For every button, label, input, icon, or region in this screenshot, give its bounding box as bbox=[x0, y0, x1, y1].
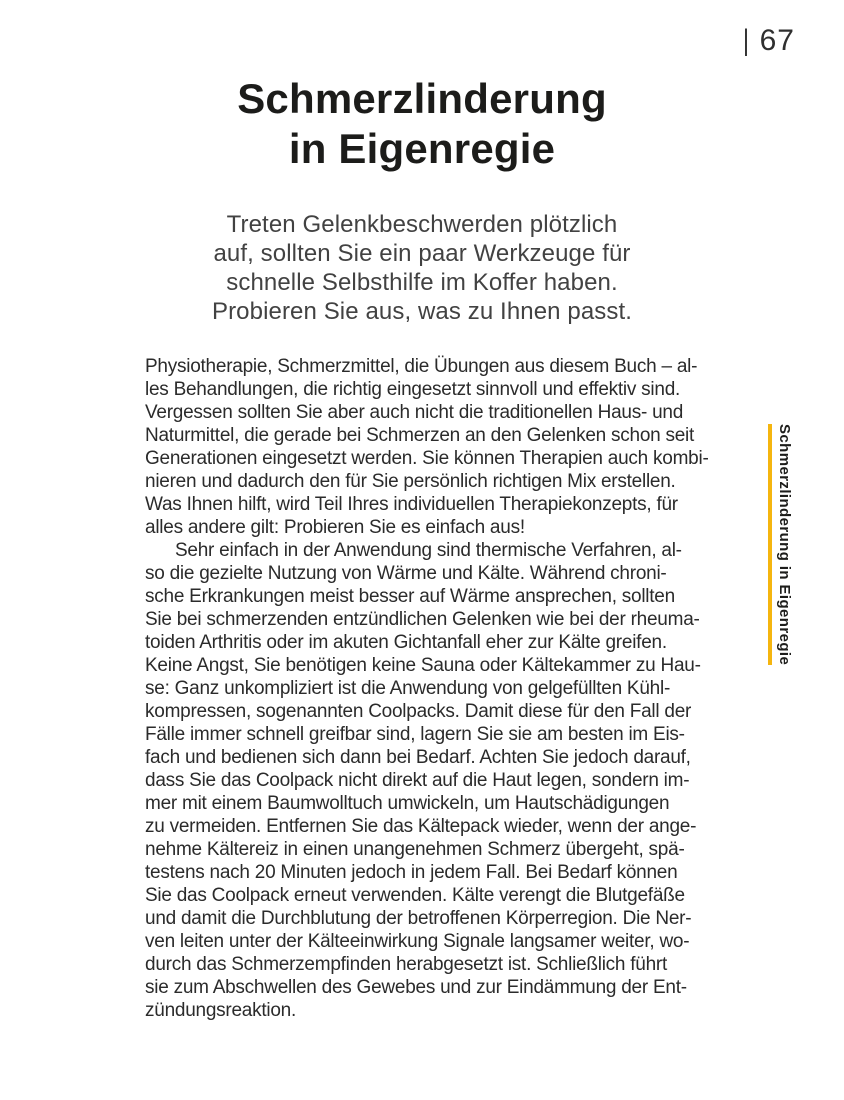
body-line: Naturmittel, die gerade bei Schmerzen an den Gelenken schon seit bbox=[145, 425, 695, 446]
body-line: ven leiten unter der Kälteeinwirkung Signale langsamer weiter, wo- bbox=[145, 931, 690, 952]
body-line: kompressen, sogenannten Coolpacks. Damit diese für den Fall der bbox=[145, 701, 692, 722]
body-line: Sie bei schmerzenden entzündlichen Gelenken wie bei der rheuma- bbox=[145, 609, 700, 630]
body-line: Generationen eingesetzt werden. Sie können Therapien auch kombi- bbox=[145, 448, 709, 469]
body-line: Was Ihnen hilft, wird Teil Ihres individuellen Therapiekonzepts, für bbox=[145, 494, 678, 515]
body-line: zündungsreaktion. bbox=[145, 1000, 297, 1021]
body-text bbox=[145, 355, 730, 1022]
chapter-title-line: in Eigenregie bbox=[288, 125, 556, 172]
intro-text bbox=[60, 210, 784, 326]
body-line: sie zum Abschwellen des Gewebes und zur Eindämmung der Ent- bbox=[145, 977, 687, 998]
intro-line: Probieren Sie aus, was zu Ihnen passt. bbox=[211, 298, 633, 325]
body-line: sche Erkrankungen meist besser auf Wärme ansprechen, sollten bbox=[145, 586, 675, 607]
body-line: se: Ganz unkompliziert ist die Anwendung von gelgefüllten Kühl- bbox=[145, 678, 671, 699]
body-line: fach und bedienen sich dann bei Bedarf. Achten Sie jedoch darauf, bbox=[145, 747, 691, 768]
body-line: Vergessen sollten Sie aber auch nicht die traditionellen Haus- und bbox=[145, 402, 684, 423]
body-line: toiden Arthritis oder im akuten Gichtanfall eher zur Kälte greifen. bbox=[145, 632, 667, 653]
body-line: zu vermeiden. Entfernen Sie das Kältepack wieder, wenn der ange- bbox=[145, 816, 697, 837]
body-line: dass Sie das Coolpack nicht direkt auf die Haut legen, sondern im- bbox=[145, 770, 690, 791]
page-number-value: 67 bbox=[759, 24, 795, 57]
body-line: alles andere gilt: Probieren Sie es einfach aus! bbox=[145, 517, 525, 538]
body-line: testens nach 20 Minuten jedoch in jedem Fall. Bei Bedarf können bbox=[145, 862, 678, 883]
body-line: und damit die Durchblutung der betroffenen Körperregion. Die Ner- bbox=[145, 908, 692, 929]
page-number-divider: | bbox=[742, 24, 750, 57]
body-line: Sie das Coolpack erneut verwenden. Kälte verengt die Blutgefäße bbox=[145, 885, 685, 906]
intro-line: Treten Gelenkbeschwerden plötzlich bbox=[226, 211, 618, 238]
page-number bbox=[742, 24, 795, 58]
body-line: Physiotherapie, Schmerzmittel, die Übungen aus diesem Buch – al- bbox=[145, 356, 698, 377]
body-line: mer mit einem Baumwolltuch umwickeln, um Hautschädigungen bbox=[145, 793, 670, 814]
body-line: Keine Angst, Sie benötigen keine Sauna oder Kältekammer zu Hau- bbox=[145, 655, 701, 676]
chapter-title-line: Schmerzlinderung bbox=[237, 75, 607, 122]
body-line: les Behandlungen, die richtig eingesetzt sinnvoll und effektiv sind. bbox=[145, 379, 681, 400]
margin-chapter-tab bbox=[768, 424, 793, 665]
body-line: nieren und dadurch den für Sie persönlich richtigen Mix erstellen. bbox=[145, 471, 676, 492]
body-line: durch das Schmerzempfinden herabgesetzt ist. Schließlich führt bbox=[145, 954, 668, 975]
intro-line: auf, sollten Sie ein paar Werkzeuge für bbox=[213, 240, 631, 267]
body-line: nehme Kältereiz in einen unangenehmen Schmerz übergeht, spä- bbox=[145, 839, 685, 860]
chapter-title bbox=[60, 74, 784, 174]
body-line: Sehr einfach in der Anwendung sind thermische Verfahren, al- bbox=[175, 540, 682, 561]
body-line: Fälle immer schnell greifbar sind, lagern Sie sie am besten im Eis- bbox=[145, 724, 685, 745]
body-line: so die gezielte Nutzung von Wärme und Kälte. Während chroni- bbox=[145, 563, 667, 584]
margin-chapter-label: Schmerzlinderung in Eigenregie bbox=[776, 424, 793, 666]
intro-line: schnelle Selbsthilfe im Koffer haben. bbox=[226, 269, 618, 296]
